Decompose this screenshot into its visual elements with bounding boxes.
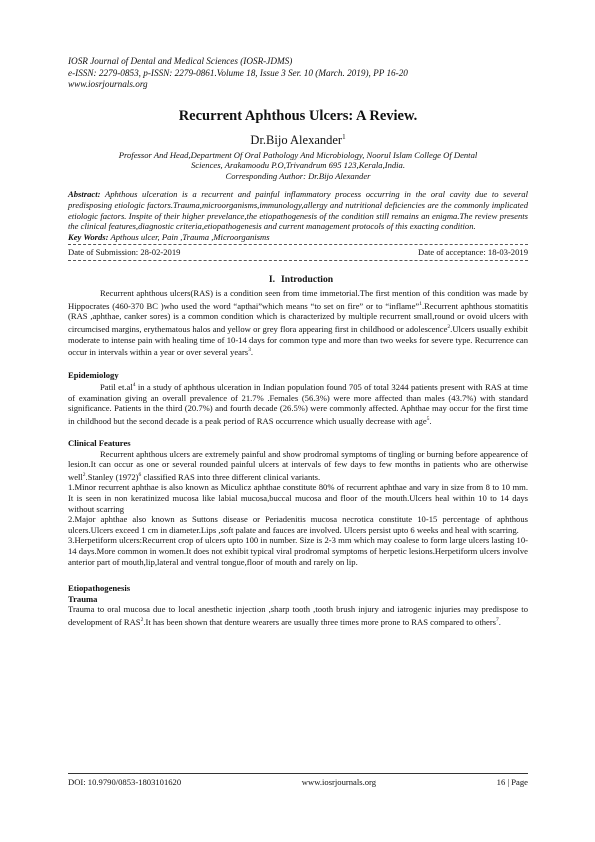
article-page — [68, 56, 528, 627]
keywords-text: Apthous ulcer, Pain ,Trauma ,Microorganisms — [108, 231, 270, 242]
epidemiology-heading: Epidemiology — [68, 369, 119, 380]
corresponding-author: Corresponding Author: Dr.Bijo Alexander — [225, 170, 371, 181]
divider — [68, 244, 528, 245]
epidemiology-paragraph: Patil $et.al^4$ in a study of aphthous ulceration in Indian population found 705 of total 3244 patients present with RAS at time of examination giving an overall prevalence of 21.7% .Females (56.3%) were more affected than males (43.7%) with standard significance. Patients in the third (20.7%) and fourth decade (26.5%) were commonly affected. Aphthae may occur for the first time in childhood but the second decade is a peak period of RAS occurrence which usually decrease with age$^5$. — [68, 382, 528, 426]
journal-website[interactable]: www.iosrjournals.org — [68, 79, 148, 89]
page-footer — [68, 773, 528, 787]
author-name: Dr.Bijo Alexander — [250, 132, 343, 147]
clinical-paragraph: Recurrent aphthous ulcers are extremely painful and show prodromal symptoms of tingling or burning before appearence of lesion.It can occur as one or several rounded painful ulcers at intervals of few days to few months in patients who are otherwise well$^2$.Stanley $(1972)^6$ classified RAS into three different clinical variants. — [68, 448, 528, 482]
abstract-text: Aphthous ulceration is a recurrent and painful inflammatory process occurring in the oral cavity due to several predisposing etiologic factors.Trauma,microorganisms,immunology,allergy and nutritional deficiencies are the commonly implicated etiologic factors. Inspite of their higher prevelance,the etiopathogenesis of the condition still remains an enigma.The review presents the clinical features,diagnostic criteria,etiopathogenesis and current management protocols of this exacting condition. — [68, 189, 528, 232]
article-title: Recurrent Aphthous Ulcers: A Review. — [178, 107, 418, 124]
footer-website[interactable]: www.iosrjournals.org — [301, 777, 377, 787]
etiopathogenesis-heading: Etiopathogenesis — [68, 583, 131, 594]
journal-header — [68, 56, 528, 91]
clinical-item-herpetiform: 3.Herpetiform ulcers:Recurrent crop of ulcers upto 100 in number. Size is 2-3 mm which may coalese to form large ulcers lasting 10-14 days.More common in women.It does not exhibit typical viral prodromal symptoms of herpetic lesions.Herpetiform ulcers involve anterior part of mouth,lip,lateral and ventral tongue,floor of mouth and rarely on lip. — [68, 535, 528, 567]
affiliation-line: Professor And Head,Department Of Oral Pathology And Microbiology, Noorul Islam College Of Dental — [118, 149, 478, 160]
dates-row — [68, 247, 528, 258]
author — [68, 133, 528, 148]
clinical-item-minor: 1.Minor recurrent aphthae is also known as Miculicz aphthae constitute 80% of recurrent aphthae and vary in size from 8 to 10 mm. It is seen in non keratinized mucosa like labial mucosa,buccal mucosa and floor of the mouth.Ulcers heal within 10 to 14 days without scarring — [68, 482, 528, 514]
author-sup: 1 — [342, 132, 346, 141]
clinical-heading: Clinical Features — [68, 438, 131, 449]
keywords-label: Key Words: — [68, 231, 109, 242]
doi: DOI: 10.9790/0853-1803101620 — [68, 777, 182, 787]
abstract-label: Abstract: — [68, 189, 101, 200]
section-heading — [68, 274, 528, 285]
divider — [68, 260, 528, 261]
trauma-heading: Trauma — [68, 593, 98, 604]
trauma-paragraph: Trauma to oral mucosa due to local anesthetic injection ,sharp tooth ,tooth brush injury and iatrogenic injuries may predispose to development of RAS$^2$.It has been shown that denture wearers are usually three times more prone to RAS compared to others$^7$. — [68, 604, 528, 627]
submission-date: Date of Submission: 28-02-2019 — [68, 247, 181, 258]
section-number: I. — [268, 274, 276, 286]
journal-issn: e-ISSN: 2279-0853, p-ISSN: 2279-0861.Volume 18, Issue 3 Ser. 10 (March. 2019), PP 16-20 — [68, 67, 408, 78]
introduction-paragraph: Recurrent aphthous ulcers(RAS) is a condition seen from time immetorial.The first mention of this condition was made by Hippocrates (460-370 BC )who used the word “apthai”which means “to set on fire” or to “inflame”$^1$.Recurrent aphthous stomatitis (RAS ,aphthae, canker sores) is a common condition which is characterized by multiple recurrent small,round or ovoid ulcers with circumcised margins, erythematous halos and yellow or grey flora appearing first in childhood or adolescence$^2$.Ulcers usually exhibit moderate to intense pain with healing time of 10-14 days for common type and more than two weeks for severe type. Recurrence can occur in intervals within a year or over several years$^3$. — [68, 288, 528, 357]
page-number: 16 | Page — [496, 777, 528, 787]
clinical-item-major: 2.Major aphthae also known as Suttons disease or Periadenitis mucosa necrotica constitute 10-15 percentage of aphthous ulcers.Ulcers exceed 1 cm in diameter.Lips ,soft palate and fauces are involved. Ulcers persist upto 6 weeks and heal with scarring. — [68, 514, 528, 535]
affiliation — [68, 150, 528, 182]
abstract — [68, 189, 528, 231]
affiliation-line: Sciences, Arakamoodu P.O,Trivandrum 695 123,Kerala,India. — [190, 160, 406, 171]
journal-name: IOSR Journal of Dental and Medical Sciences (IOSR-JDMS) — [68, 56, 293, 66]
keywords — [68, 232, 528, 243]
acceptance-date: Date of acceptance: 18-03-2019 — [418, 247, 528, 258]
section-title: Introduction — [281, 274, 334, 286]
